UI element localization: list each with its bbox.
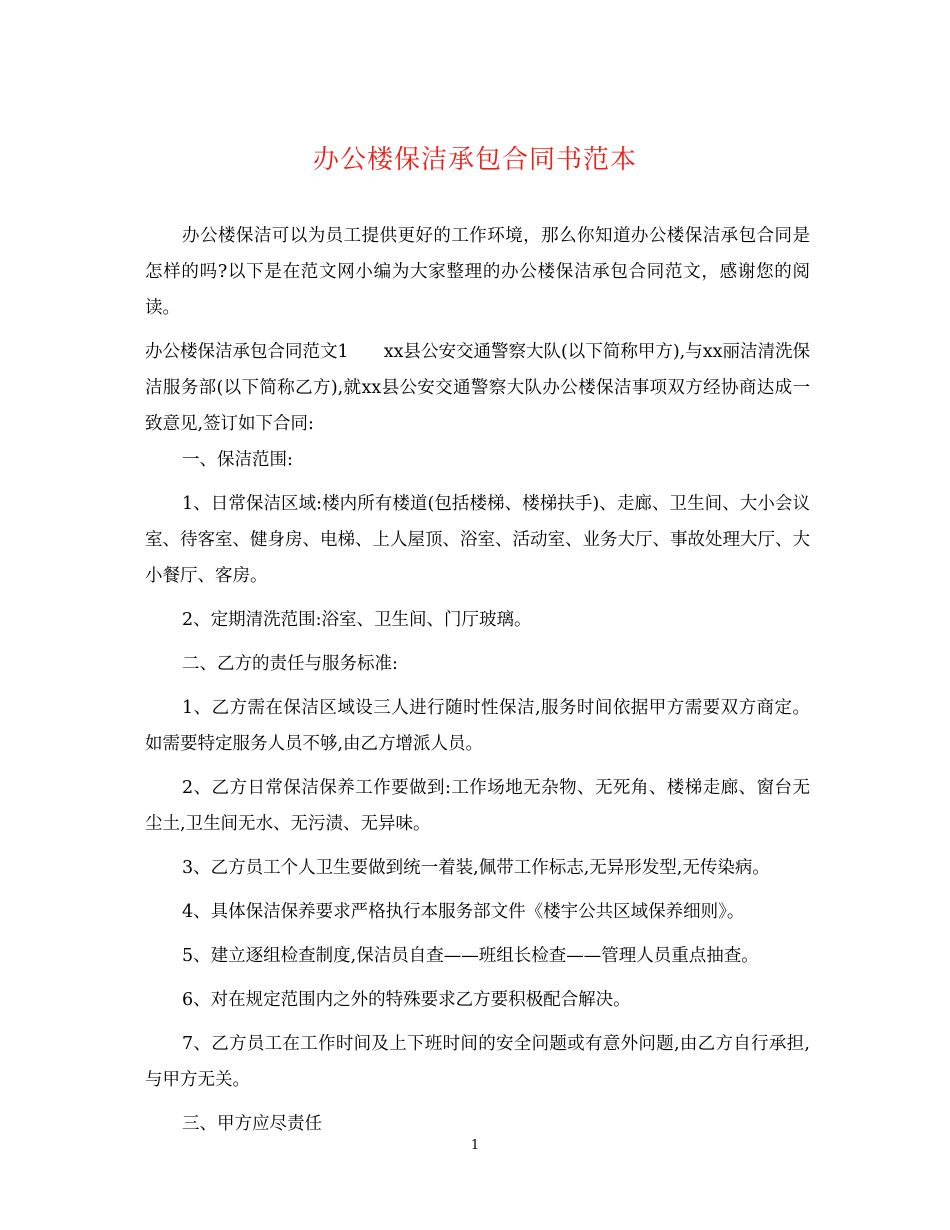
paragraph-b-4: 4、具体保洁保养要求严格执行本服务部文件《楼宇公共区域保养细则》。 xyxy=(182,902,745,922)
section-heading-scope: 一、保洁范围: xyxy=(182,450,293,470)
section-heading-party-a: 三、甲方应尽责任 xyxy=(182,1114,322,1134)
paragraph-b-7: 7、乙方员工在工作时间及上下班时间的安全问题或有意外问题,由乙方自行承担,与甲方无关。 xyxy=(145,1034,810,1090)
paragraph-intro: 办公楼保洁可以为员工提供更好的工作环境，那么你知道办公楼保洁承包合同是怎样的吗?以下是在范文网小编为大家整理的办公楼保洁承包合同范文，感谢您的阅读。 xyxy=(145,226,810,318)
document-body xyxy=(145,218,810,1150)
page-number: 1 xyxy=(470,1138,480,1153)
paragraph-b-2: 2、乙方日常保洁保养工作要做到:工作场地无杂物、无死角、楼梯走廊、窗台无尘土,卫生间无水、无污渍、无异味。 xyxy=(145,778,810,834)
document-title: 办公楼保洁承包合同书范本 xyxy=(312,145,637,175)
paragraph-periodic-cleaning: 2、定期清洗范围:浴室、卫生间、门厅玻璃。 xyxy=(182,610,532,630)
paragraph-b-1: 1、乙方需在保洁区域设三人进行随时性保洁,服务时间依据甲方需要双方商定。如需要特定服务人员不够,由乙方增派人员。 xyxy=(145,698,810,754)
section-heading-party-b: 二、乙方的责任与服务标准: xyxy=(182,654,398,674)
paragraph-contract-parties: 办公楼保洁承包合同范文1 xx县公安交通警察大队(以下简称甲方),与xx丽洁清洗保洁服务部(以下简称乙方),就xx县公安交通警察大队办公楼保洁事项双方经协商达成一致意见,签订如下合同: xyxy=(145,342,810,434)
paragraph-b-3: 3、乙方员工个人卫生要做到统一着装,佩带工作标志,无异形发型,无传染病。 xyxy=(182,858,770,878)
paragraph-daily-area: 1、日常保洁区域:楼内所有楼道(包括楼梯、楼梯扶手)、走廊、卫生间、大小会议室、待客室、健身房、电梯、上人屋顶、浴室、活动室、业务大厅、事故处理大厅、大小餐厅、客房。 xyxy=(145,494,810,586)
paragraph-b-6: 6、对在规定范围内之外的特殊要求乙方要积极配合解决。 xyxy=(182,990,631,1010)
paragraph-b-5: 5、建立逐组检查制度,保洁员自查——班组长检查——管理人员重点抽查。 xyxy=(182,946,759,966)
